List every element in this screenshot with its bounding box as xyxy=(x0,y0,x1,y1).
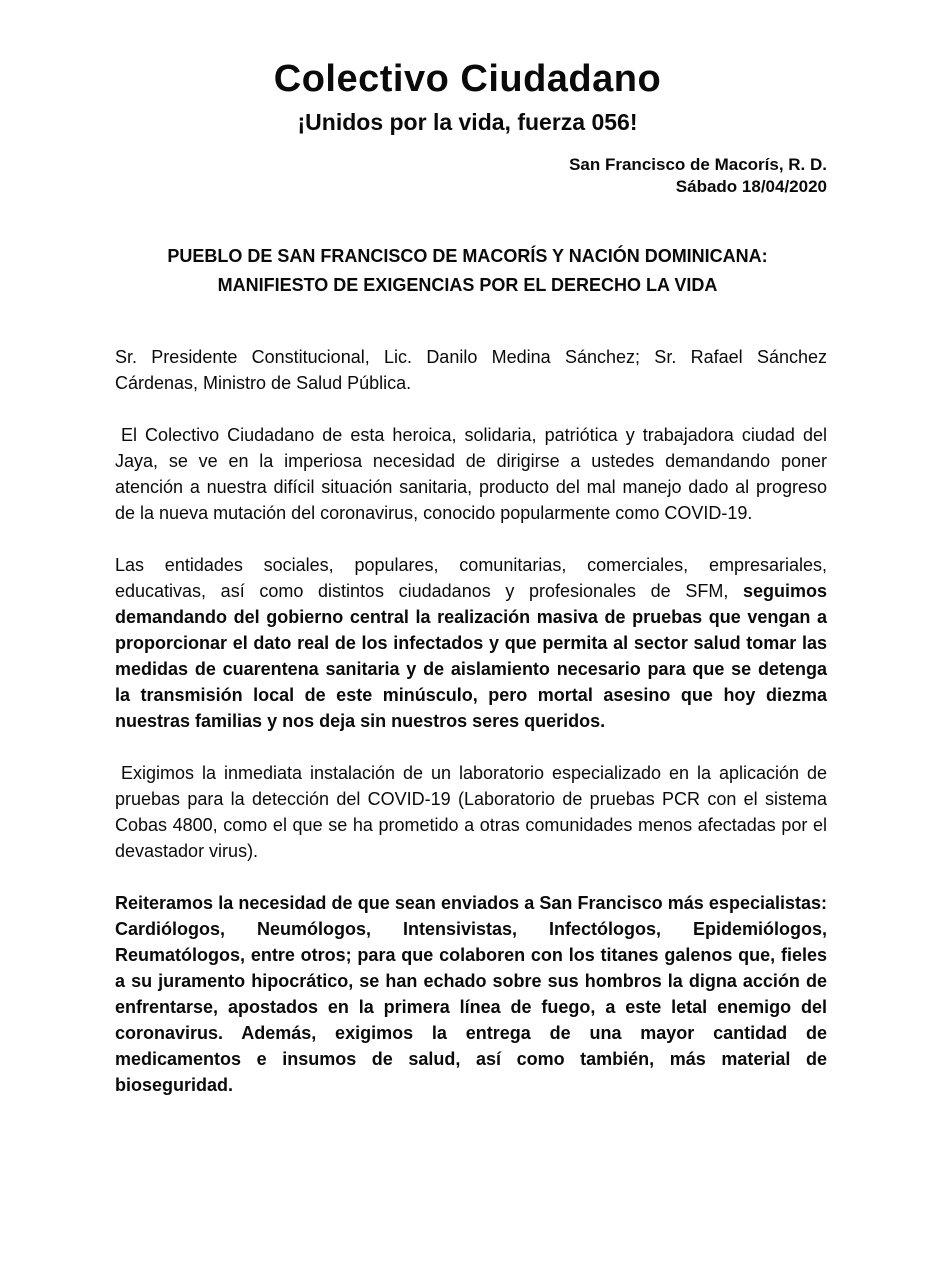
dateline xyxy=(0,154,935,198)
paragraph-specialists xyxy=(115,890,827,1098)
paragraph-specialists-text: Reiteramos la necesidad de que sean enviados a San Francisco más especialistas: Cardiólogos, Neumólogos, Intensivistas, Infectólogos, Epidemiólogos, Reumatólogos, entre otros; para que colaboren con los titanes galenos que, fieles a su juramento hipocrático, se han echado sobre sus hombros la digna acción de enfrentarse, apostados en la primera línea de fuego, a este letal enemigo del coronavirus. Además, exigimos la entrega de una mayor cantidad de medicamentos e insumos de salud, así como también, más material de bioseguridad. xyxy=(115,893,827,1095)
dateline-location: San Francisco de Macorís, R. D. xyxy=(569,155,827,174)
paragraph-salutation-text: Sr. Presidente Constitucional, Lic. Danilo Medina Sánchez; Sr. Rafael Sánchez Cárdenas, Ministro de Salud Pública. xyxy=(115,347,827,393)
page-title: Colectivo Ciudadano xyxy=(273,58,662,100)
dateline-date: Sábado 18/04/2020 xyxy=(675,177,827,196)
document-heading-line1: PUEBLO DE SAN FRANCISCO DE MACORÍS Y NACIÓN DOMINICANA: xyxy=(167,246,768,266)
document-body xyxy=(0,344,935,1098)
paragraph-salutation xyxy=(115,344,827,396)
paragraph-intro xyxy=(115,422,827,526)
paragraph-intro-text: El Colectivo Ciudadano de esta heroica, solidaria, patriótica y trabajadora ciudad del Jaya, se ve en la imperiosa necesidad de dirigirse a ustedes demandando poner atención a nuestra difícil situación sanitaria, producto del mal manejo dado al progreso de la nueva mutación del coronavirus, conocido popularmente como COVID-19. xyxy=(115,425,827,523)
paragraph-laboratory xyxy=(115,760,827,864)
paragraph-laboratory-text: Exigimos la inmediata instalación de un laboratorio especializado en la aplicación de pruebas para la detección del COVID-19 (Laboratorio de pruebas PCR con el sistema Cobas 4800, como el que se ha prometido a otras comunidades menos afectadas por el devastador virus). xyxy=(115,763,827,861)
paragraph-demand-tests-normal: Las entidades sociales, populares, comunitarias, comerciales, empresariales, educativas, así como distintos ciudadanos y profesionales de SFM, xyxy=(115,555,827,601)
document-heading xyxy=(0,242,935,300)
paragraph-demand-tests xyxy=(115,552,827,734)
document-heading-line2: MANIFIESTO DE EXIGENCIAS POR EL DERECHO LA VIDA xyxy=(217,275,718,295)
page-subtitle: ¡Unidos por la vida, fuerza 056! xyxy=(297,109,638,135)
paragraph-demand-tests-bold: seguimos demandando del gobierno central la realización masiva de pruebas que vengan a proporcionar el dato real de los infectados y que permita al sector salud tomar las medidas de cuarentena sanitaria y de aislamiento necesario para que se detenga la transmisión local de este minúsculo, pero mortal asesino que hoy diezma nuestras familias y nos deja sin nuestros seres queridos. xyxy=(115,581,827,731)
